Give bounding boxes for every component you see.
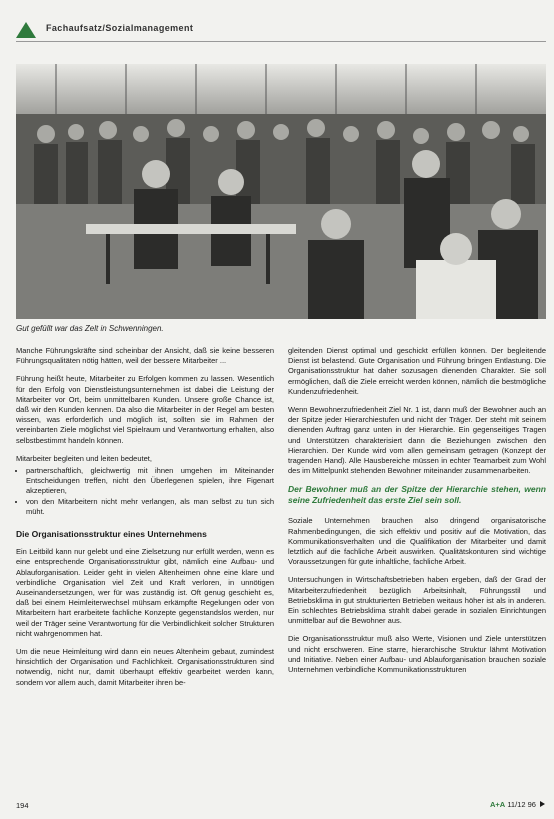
paragraph: Die Organisationsstruktur muß also Werte, Visionen und Ziele unterstützen und nicht erschweren. Eine starre, hierarchische Struktur lähmt Motivation und Initiative. Neben einer Aufbau- und Ablauforganisation brauchen soziale Unternehmen verbindliche Kommunikationsstrukturen <box>288 634 546 675</box>
paragraph: Führung heißt heute, Mitarbeiter zu Erfolgen kommen zu lassen. Wesentlich für den Erfolg von Dienstleistungsunternehmen ist dabei die Leistung der Mitarbeiter vor Ort, beim unmittelbaren Kunden. Unsere große Chance ist, daß wir den Kunden kennen. Da also die Mitarbeiter in der Regel am besten wissen, was erforderlich und möglich ist, sollten sie im Rahmen der vereinbarten Ziele möglichst viel Spielraum und Verantwortung erhalten, also selbstbestimmt handeln können. <box>16 374 274 445</box>
paragraph: Manche Führungskräfte sind scheinbar der Ansicht, daß sie keine besseren Führungsqualitäten nötig hätten, weil der bessere Mitarbeiter ... <box>16 346 274 366</box>
issue-number: 11/12 96 <box>507 800 536 809</box>
photo-caption: Gut gefüllt war das Zelt in Schwenningen. <box>16 324 164 333</box>
paragraph: Mitarbeiter begleiten und leiten bedeutet, <box>16 453 152 463</box>
magazine-footer <box>490 800 545 809</box>
bullet-list <box>16 466 274 517</box>
paragraph: Um die neue Heimleitung wird dann ein neues Altenheim gebaut, zumindest hinsichtlich der Organisation und Fachlichkeit. Organisationsstrukturen sind notwendig, nicht nur, damit überhaupt effektiv gearbeitet werden kann, sondern vor allem auch, damit Mitarbeiter ihren be- <box>16 647 274 687</box>
tent-audience-illustration <box>16 64 546 319</box>
magazine-name: A+A <box>490 800 506 809</box>
page-number: 194 <box>16 801 29 810</box>
triangle-logo-icon <box>16 22 36 38</box>
continue-arrow-icon <box>540 801 545 807</box>
paragraph: Soziale Unternehmen brauchen also dringend organisatorische Rahmenbedingungen, die sich effektiv und positiv auf die Motivation, das Kommunikationsverhalten und die Qualifikation der Mitarbeiter und damit letztlich auf die fachliche Arbeit auswirken. Qualitätskonturen sind wichtige Voraussetzungen für gute inhaltliche, fachliche Arbeit. <box>288 516 546 567</box>
paragraph: Untersuchungen in Wirtschaftsbetrieben haben ergeben, daß der Grad der Mitarbeiterzufriedenheit bezüglich Arbeitsinhalt, Führungsstil und Betriebsklima in gut strukturierten Betrieben weitaus höher ist als in anderen. Ein schlechtes Betriebsklima strahlt dabei gerade in sozialen Einrichtungen unmittelbar auf die Bewohner aus. <box>288 575 546 626</box>
list-item: • von den Mitarbeitern nicht mehr verlangen, als man selbst zu tun sich müht. <box>26 497 274 517</box>
pull-quote: Der Bewohner muß an der Spitze der Hierarchie stehen, wenn seine Zufriedenheit das erste Ziel sein soll. <box>288 484 546 506</box>
page-header <box>16 22 546 38</box>
section-heading: Die Organisationsstruktur eines Unternehmens <box>16 529 207 540</box>
header-rule <box>16 41 546 42</box>
right-column <box>288 346 546 683</box>
event-photo <box>16 64 546 319</box>
section-title: Fachaufsatz/Sozialmanagement <box>46 23 194 33</box>
list-item: • partnerschaftlich, gleichwertig mit ihnen umgehen im Miteinander Entscheidungen treffen, nicht den Überlegenen spielen, ihre Figenart akzeptieren, <box>26 466 274 497</box>
paragraph: Ein Leitbild kann nur gelebt und eine Zielsetzung nur erfüllt werden, wenn es eine entsprechende Organisationsstruktur gibt, nämlich eine Aufbau- und Ablauforganisation. Leider geht in vielen Altenheimen ohne eine klare und verbindliche Organisation viel Zeit und Kraft verloren, in unnötigen Auseinandersetzungen, wer für was zuständig ist. Oft genug geschieht es, daß bei einem Heimleiterwechsel mühsam erkämpfte Regelungen oder von Mitarbeitern hart erarbeitete fachliche Konzepte gegenstandslos werden, nur weil der Träger seine Verantwortung für die Verbindlichkeit solcher Strukturen nicht wahrgenommen hat. <box>16 547 274 638</box>
paragraph: Wenn Bewohnerzufriedenheit Ziel Nr. 1 ist, dann muß der Bewohner auch an der Spitze jeder Hierarchiestufen und nicht der Träger. Der steht mit seinem dienenden Auftrag ganz unten in der Hierarchie. Ein gegenseitiges Tragen und Unterstützen charakterisiert dann die Beziehungen zwischen den Hierarchien. Der Kunde wird vom allen gemeinsam getragen (Konzept der tragenden Hand). Alle Hausbereiche müssen in echter Teamarbeit zum Wohl des im Mittelpunkt stehenden Bewohner miteinander zusammenarbeiten. <box>288 405 546 476</box>
left-column <box>16 346 274 696</box>
paragraph: gleitenden Dienst optimal und geschickt erfüllen können. Der begleitende Dienst ist belastend. Gute Organisation und Führung bringen Entlastung. Die Organisationsstruktur hat daher sozusagen dienenden Charakter. Sie soll ermöglichen, daß die Ziele erreicht werden können, nämlich die bestmögliche Kundenzufriedenheit. <box>288 346 546 396</box>
